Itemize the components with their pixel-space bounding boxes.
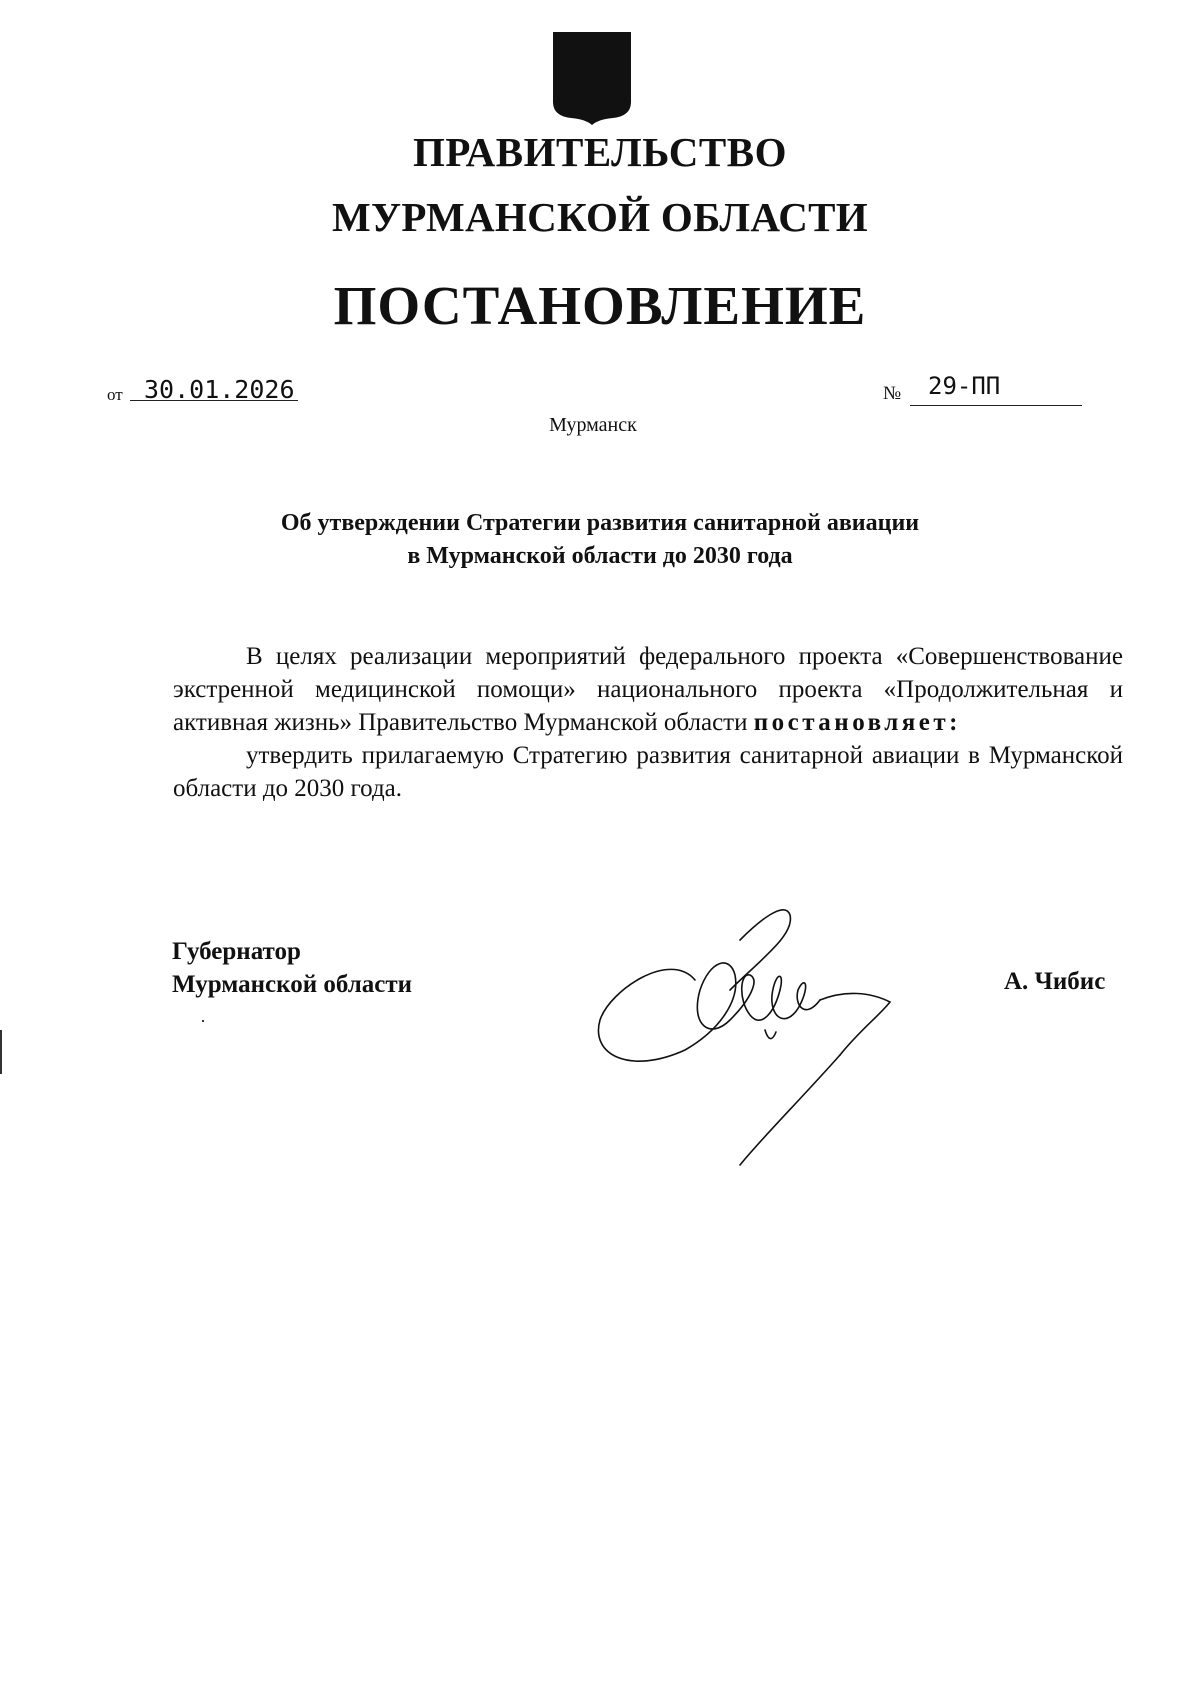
paragraph1-text: В целях реализации мероприятий федерального проекта «Совершенствование экстренной медицинской помощи» национального проекта «Продолжительная и активная жизнь» Правительство Мурманской области	[173, 643, 1123, 736]
coat-of-arms-emblem	[551, 30, 633, 126]
decree-word: постановляет:	[753, 709, 962, 736]
org-name-line2: МУРМАНСКОЙ ОБЛАСТИ	[332, 194, 868, 240]
scan-mark	[0, 1030, 2, 1074]
document-type: ПОСТАНОВЛЕНИЕ	[333, 275, 867, 336]
date-label: от	[107, 385, 123, 404]
signer-position-line2: Мурманской области	[172, 971, 413, 998]
document-body	[173, 640, 1123, 805]
signer-position	[172, 935, 412, 1001]
subject-line2: в Мурманской области до 2030 года	[407, 543, 793, 569]
org-name-line1: ПРАВИТЕЛЬСТВО	[412, 129, 788, 175]
number-label: №	[883, 383, 902, 404]
date-value: 30.01.2026	[144, 375, 295, 404]
handwritten-signature	[590, 880, 930, 1180]
document-subject	[0, 507, 1200, 573]
scan-dot	[202, 1020, 204, 1022]
signer-position-line1: Губернатор	[172, 938, 301, 965]
city-name: Мурманск	[549, 414, 637, 436]
body-paragraph-1	[173, 640, 1123, 739]
signer-name: А. Чибис	[1004, 968, 1106, 995]
number-value: 29-ПП	[928, 372, 1001, 400]
body-paragraph-2: утвердить прилагаемую Стратегию развития санитарной авиации в Мурманской области до 2030 года.	[173, 742, 1123, 802]
number-underline	[910, 405, 1082, 406]
subject-line1: Об утверждении Стратегии развития санитарной авиации	[280, 510, 920, 536]
